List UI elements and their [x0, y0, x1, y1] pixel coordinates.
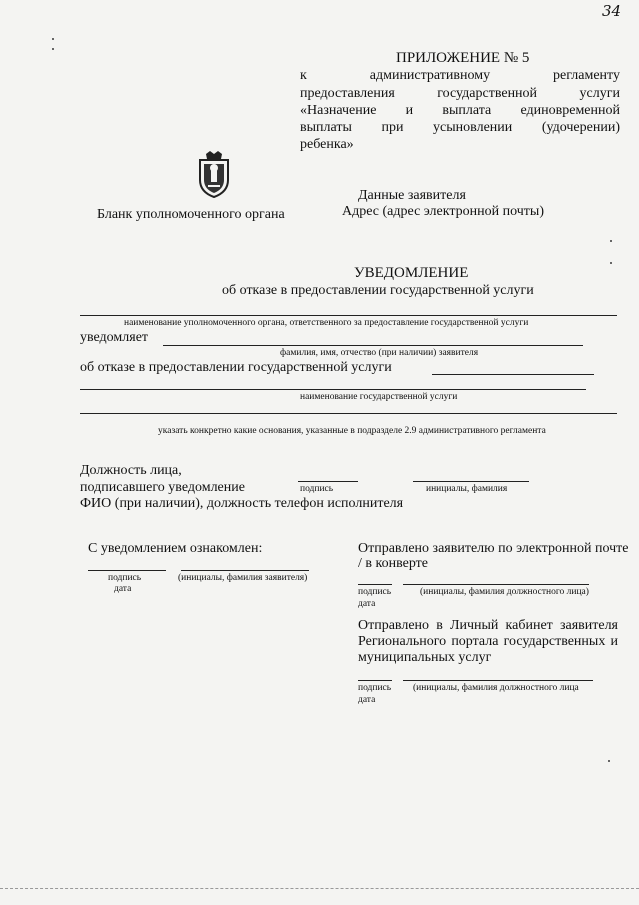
scan-speck [610, 240, 612, 242]
email-date-caption: дата [358, 599, 376, 609]
appendix-title: ПРИЛОЖЕНИЕ № 5 [396, 50, 530, 66]
service-name-line [80, 389, 586, 390]
signer-initials-line [413, 481, 529, 482]
appendix-line-4: выплаты при усыновлении (удочерении) [300, 120, 620, 135]
page-number: 34 [602, 2, 622, 20]
scan-speck [52, 48, 54, 50]
email-initials-line [403, 584, 589, 585]
appendix-line-5: ребенка» [300, 137, 354, 152]
refusal-text: об отказе в предоставлении государственной услуги [80, 360, 392, 375]
grounds-line [80, 413, 617, 414]
email-signature-caption: подпись [358, 587, 392, 597]
notice-title: УВЕДОМЛЕНИЕ [354, 265, 469, 281]
signer-signature-line [298, 481, 358, 482]
refusal-tail-line [432, 374, 594, 375]
appendix-line-1: к административному регламенту [300, 68, 620, 83]
applicant-data: Данные заявителя [358, 188, 466, 203]
grounds-caption: указать конкретно какие основания, указанные в подразделе 2.9 административного регламента [158, 426, 546, 436]
signer-position-1: Должность лица, [80, 463, 182, 478]
ack-date-caption: дата [114, 584, 132, 594]
sent-cabinet-line-1: Отправлено в Личный кабинет заявителя [358, 618, 618, 633]
cabinet-signature-line [358, 680, 392, 681]
notifies-label: уведомляет [80, 330, 149, 345]
org-name-line [80, 315, 617, 316]
sent-email-line-1: Отправлено заявителю по электронной почте [358, 541, 629, 556]
ack-initials-caption: (инициалы, фамилия заявителя) [178, 573, 308, 583]
signer-signature-caption: подпись [300, 484, 334, 494]
service-name-caption: наименование государственной услуги [300, 392, 458, 402]
cabinet-signature-caption: подпись [358, 683, 392, 693]
cabinet-initials-line [403, 680, 593, 681]
scan-speck [52, 38, 54, 40]
sent-email-line-2: / в конверте [358, 556, 428, 571]
scan-speck [610, 262, 612, 264]
ack-signature-caption: подпись [108, 573, 142, 583]
coat-of-arms-icon [194, 150, 234, 198]
appendix-line-2: предоставления государственной услуги [300, 86, 620, 101]
cabinet-initials-caption: (инициалы, фамилия должностного лица [413, 683, 579, 693]
email-signature-line [358, 584, 392, 585]
cabinet-date-caption: дата [358, 695, 376, 705]
signer-initials-caption: инициалы, фамилия [426, 484, 508, 494]
applicant-fio-line [163, 345, 583, 346]
notice-subtitle: об отказе в предоставлении государственной услуги [222, 283, 534, 298]
executor-info: ФИО (при наличии), должность телефон исполнителя [80, 496, 404, 511]
applicant-address: Адрес (адрес электронной почты) [342, 204, 544, 219]
ack-signature-line [88, 570, 166, 571]
org-name-caption: наименование уполномоченного органа, ответственного за предоставление государственной услуги [124, 318, 529, 328]
sent-cabinet-line-2: Регионального портала государственных и [358, 634, 618, 649]
acknowledged-label: С уведомлением ознакомлен: [88, 541, 263, 556]
appendix-line-3: «Назначение и выплата единовременной [300, 103, 620, 118]
org-blank: Бланк уполномоченного органа [97, 207, 285, 222]
ack-initials-line [181, 570, 309, 571]
scan-speck [608, 760, 610, 762]
sent-cabinet-line-3: муниципальных услуг [358, 650, 492, 665]
email-initials-caption: (инициалы, фамилия должностного лица) [420, 587, 589, 597]
signer-position-2: подписавшего уведомление [80, 480, 245, 495]
applicant-fio-caption: фамилия, имя, отчество (при наличии) заявителя [280, 348, 479, 358]
scan-edge [0, 888, 639, 890]
